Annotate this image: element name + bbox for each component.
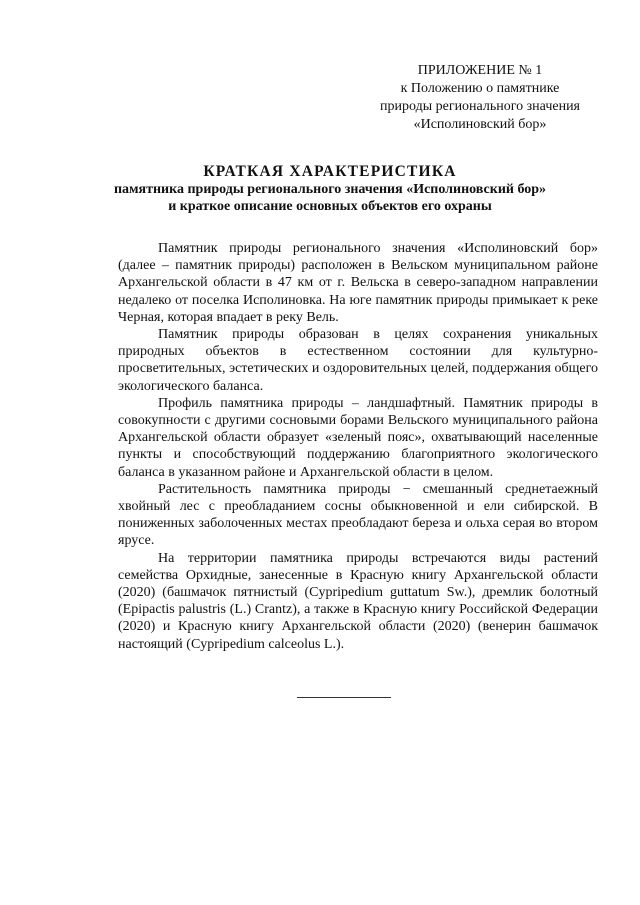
end-separator-line	[297, 697, 391, 698]
appendix-reference-line: «Исполиновский бор»	[413, 117, 547, 132]
document-title: КРАТКАЯ ХАРАКТЕРИСТИКА	[203, 163, 457, 180]
document-body	[118, 240, 598, 653]
document-subtitle: и краткое описание основных объектов его охраны	[168, 199, 492, 214]
appendix-header	[330, 62, 630, 134]
appendix-number: ПРИЛОЖЕНИЕ № 1	[417, 63, 543, 78]
appendix-reference-line: к Положению о памятнике	[400, 81, 560, 96]
document-subtitle: памятника природы регионального значения «Исполиновский бор»	[113, 182, 547, 197]
document-heading	[60, 163, 600, 215]
body-paragraph: Растительность памятника природы − смешанный среднетаежный хвойный лес с преобладанием сосны обыкновенной и ели сибирской. В пониженных заболоченных местах преобладают береза и ольха серая во втором ярусе.	[118, 481, 598, 549]
body-paragraph: Памятник природы регионального значения «Исполиновский бор» (далее – памятник природы) расположен в Вельском муниципальном районе Архангельской области в 47 км от г. Вельска в северо-западном направлении недалеко от поселка Исполиновка. На юге памятник природы примыкает к реке Черная, которая впадает в реку Вель.	[118, 241, 598, 325]
body-paragraph: На территории памятника природы встречаются виды растений семейства Орхидные, занесенные в Красную книгу Архангельской области (2020) (башмачок пятнистый (Cypripedium guttatum Sw.), дремлик болотный (Epipactis palustris (L.) Crantz), а также в Красную книгу Российской Федерации (2020) и Красную книгу Архангельской области (2020) (венерин башмачок настоящий (Cypripedium calceolus L.).	[118, 550, 598, 652]
appendix-reference-line: природы регионального значения	[380, 99, 580, 114]
body-paragraph: Профиль памятника природы – ландшафтный. Памятник природы в совокупности с другими сосновыми борами Вельского муниципального района Архангельской области образует «зеленый пояс», охватывающий населенные пункты и способствующий поддержанию благоприятного экологического баланса в указанном районе и Архангельской области в целом.	[118, 395, 598, 480]
body-paragraph: Памятник природы образован в целях сохранения уникальных природных объектов в естественном состоянии для культурно-просветительных, эстетических и оздоровительных целей, поддержания общего экологического баланса.	[118, 327, 598, 394]
